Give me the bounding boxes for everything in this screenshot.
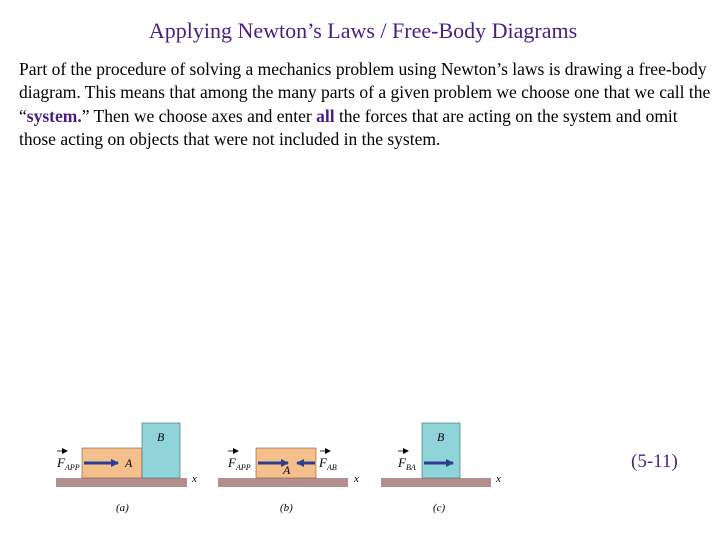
caption-b: (b) — [280, 502, 293, 514]
floor-a — [56, 478, 187, 487]
force-app-label-b: $F_{APP}$ — [228, 455, 251, 472]
paragraph-part-1: Part of the procedure of solving a mechanics problem using Newton’s laws is drawing a free-body diagram. This means that among the many parts of a given problem we choose one that we call the “ — [19, 59, 711, 126]
all-highlight: all — [316, 105, 335, 126]
body-paragraph — [19, 58, 711, 152]
slide-title: Applying Newton’s Laws / Free-Body Diagrams — [148, 18, 578, 43]
free-body-figure — [0, 410, 720, 530]
block-b-label-c: B — [437, 430, 445, 444]
force-app-label-a: $F_{APP}$ — [57, 455, 80, 472]
system-highlight: system. — [26, 105, 82, 126]
panel-a — [56, 423, 197, 514]
block-b-label-a: B — [157, 430, 165, 444]
caption-c: (c) — [433, 502, 446, 514]
force-ab-label-b: $F_{AB}$ — [319, 455, 337, 472]
axis-x-label-c: x — [496, 473, 501, 485]
caption-a: (a) — [116, 502, 129, 514]
axis-x-label-a: x — [192, 473, 197, 485]
panel-c — [381, 423, 501, 514]
force-ba-label-c: $F_{BA}$ — [398, 455, 416, 472]
panel-b — [218, 448, 359, 514]
paragraph-part-3: the forces that are acting on the system and omit those acting on objects that were not included in the system. — [19, 105, 678, 150]
floor-b — [218, 478, 348, 487]
slide-number: (5-11) — [631, 451, 678, 472]
block-a-label-b: A — [283, 463, 291, 477]
axis-x-label-b: x — [354, 473, 359, 485]
floor-c — [381, 478, 491, 487]
block-a-label-a: A — [125, 456, 133, 470]
paragraph-part-2: ” Then we choose axes and enter — [81, 105, 317, 126]
